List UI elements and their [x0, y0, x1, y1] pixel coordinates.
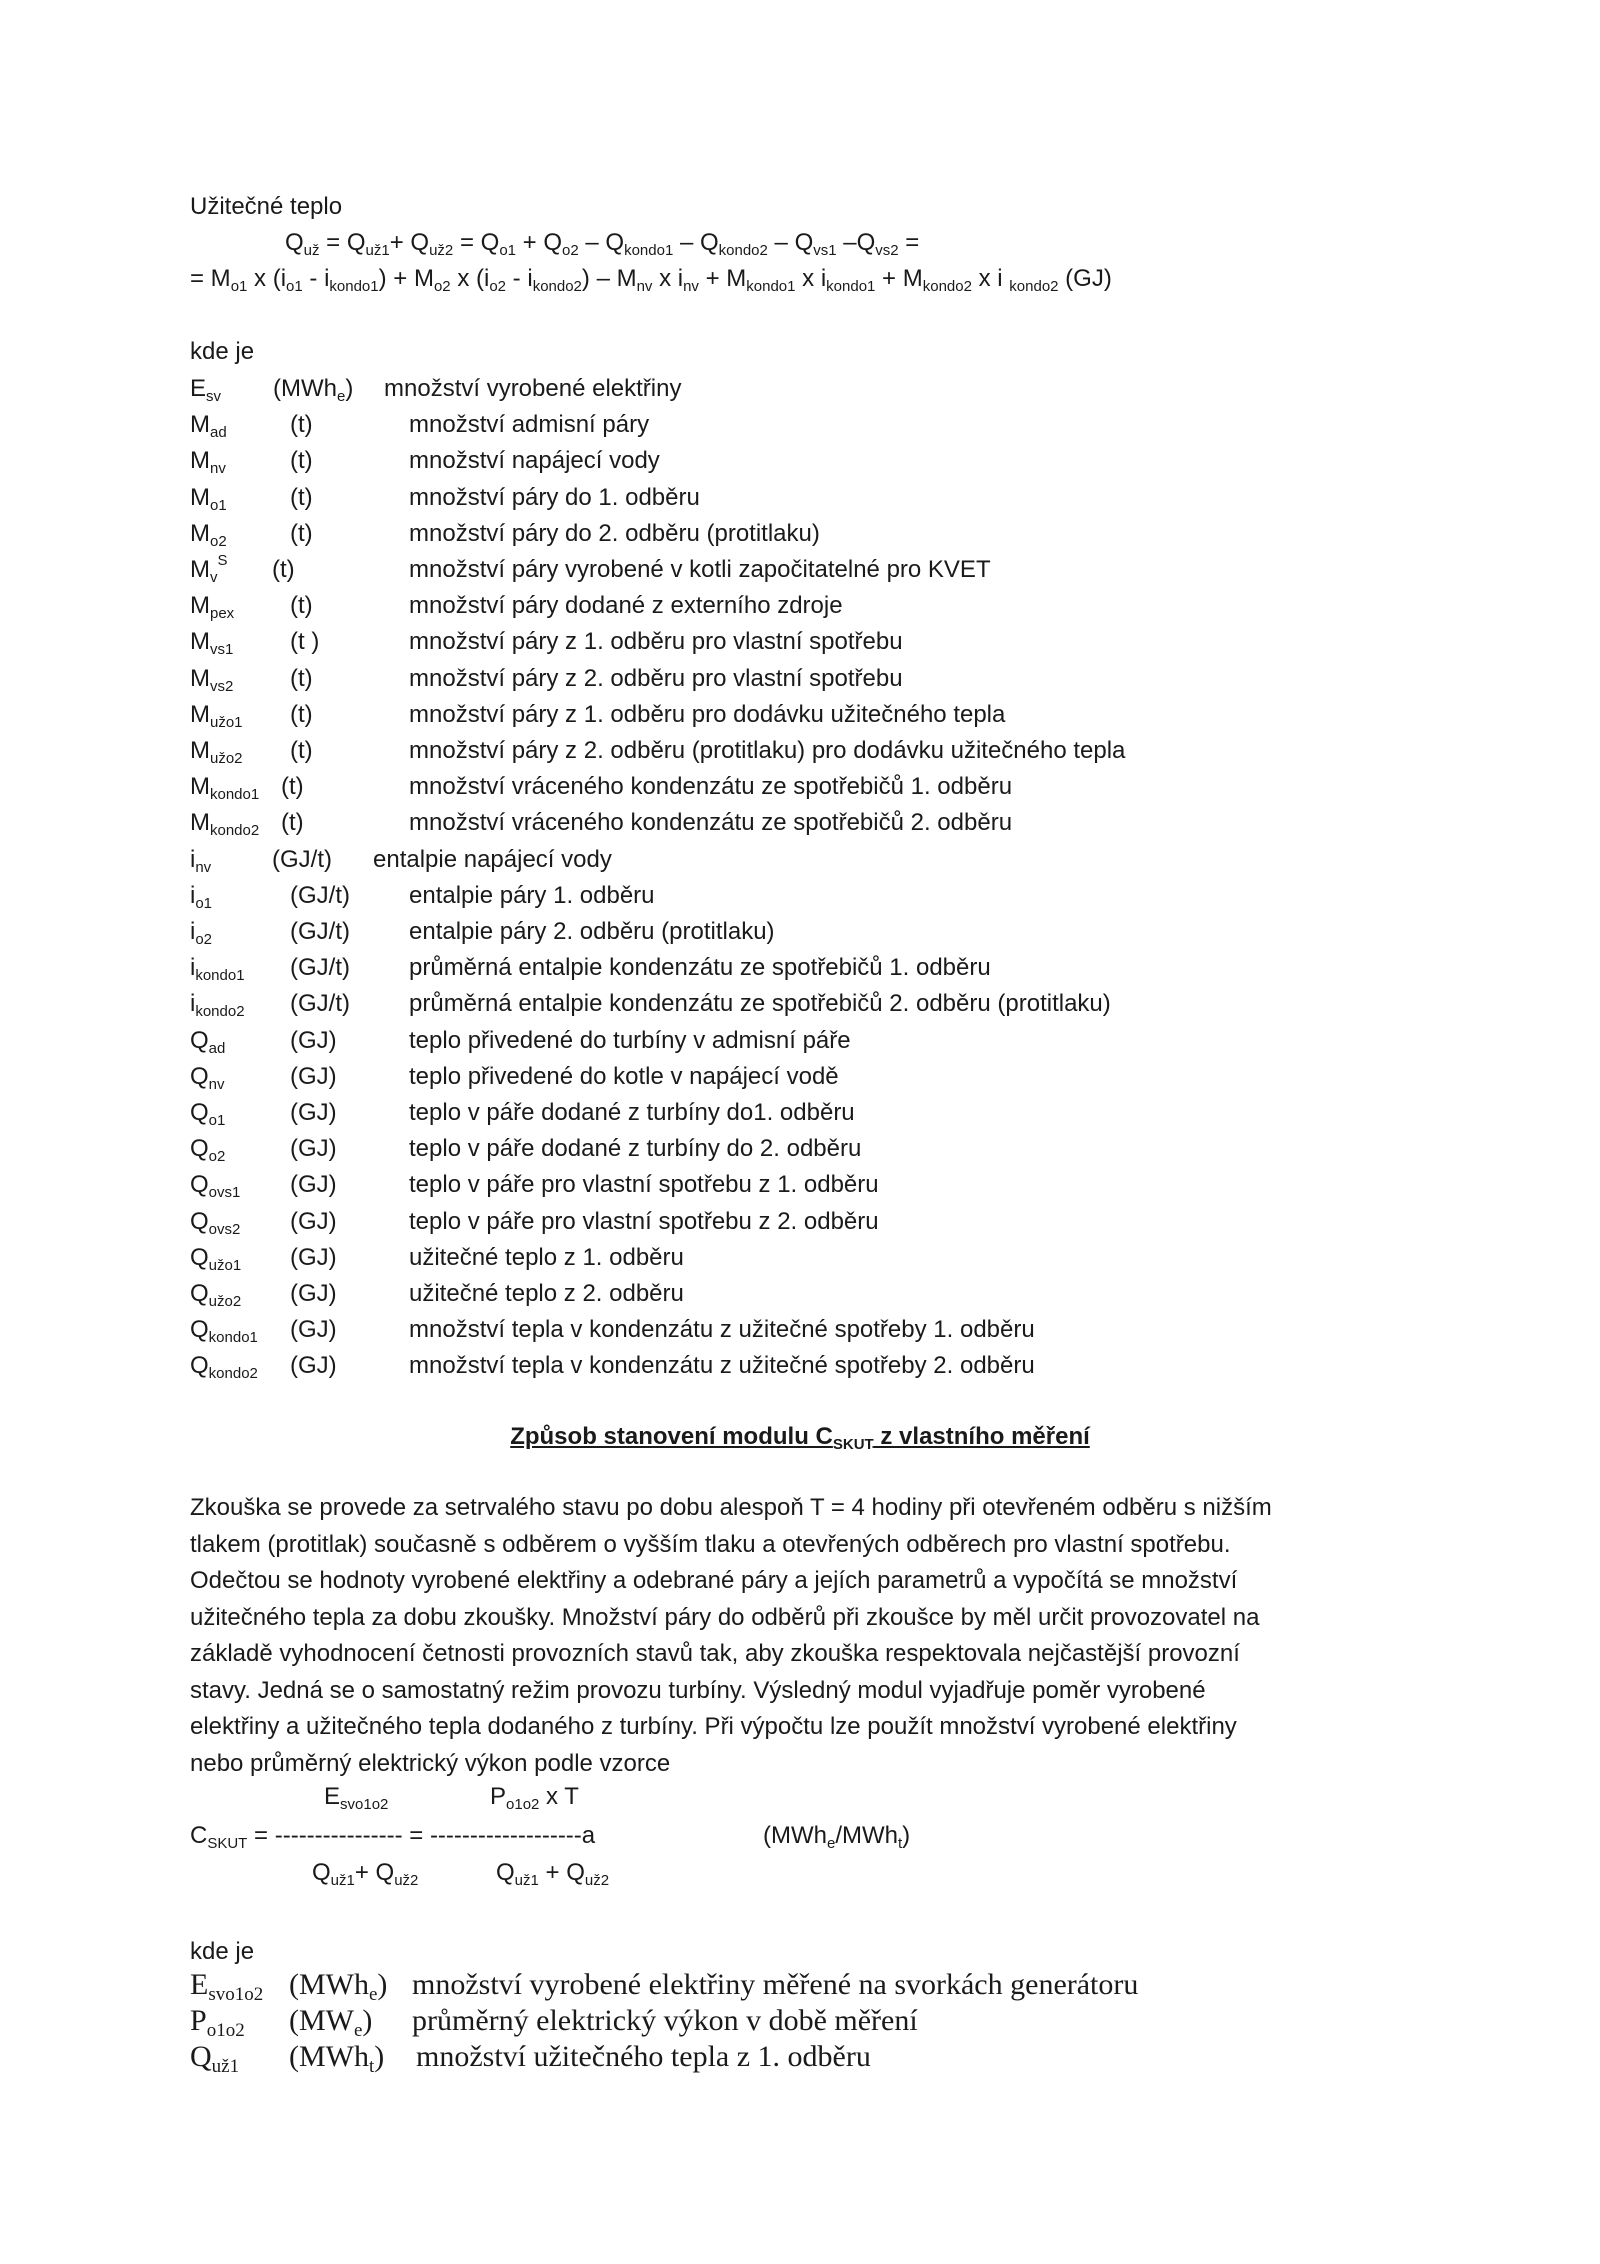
legend-description: užitečné teplo z 2. odběru: [409, 1280, 684, 1307]
cskut-formula-line: $C_{SKUT}$ = ---------------- = -------------------a: [190, 1822, 596, 1852]
paragraph-line: Odečtou se hodnoty vyrobené elektřiny a odebrané páry a jejích parametrů a vypočítá se množství: [190, 1567, 1238, 1594]
legend-symbol: $M_{kondo2}$: [190, 809, 260, 839]
legend-unit: (t): [290, 592, 313, 619]
legend2-unit: (MWh$_t$): [289, 2040, 385, 2077]
legend-unit: (t): [290, 447, 313, 474]
legend-symbol: $i_{kondo1}$: [190, 954, 245, 984]
legend-description: množství tepla v kondenzátu z užitečné spotřeby 2. odběru: [409, 1352, 1035, 1379]
legend-unit: (t): [290, 520, 313, 547]
legend-symbol: $Q_{ad}$: [190, 1027, 226, 1057]
legend-symbol: $M_{vs1}$: [190, 628, 234, 658]
method-paragraph: [190, 1490, 1420, 1782]
legend-description: teplo v páře dodané z turbíny do 2. odběru: [409, 1135, 862, 1162]
legend-description: množství páry z 1. odběru pro dodávku užitečného tepla: [409, 701, 1006, 728]
cskut-numerator-1: $E_{svo1o2}$: [324, 1783, 389, 1813]
legend-symbol: $M_v^S$: [190, 552, 228, 586]
legend-unit: (t): [290, 701, 313, 728]
legend2-description: průměrný elektrický výkon v době měření: [412, 2004, 918, 2037]
legend2-unit: $(MW_e)$: [289, 2004, 373, 2041]
legend-unit: (GJ): [290, 1027, 337, 1054]
legend-description: průměrná entalpie kondenzátu ze spotřebičů 1. odběru: [409, 954, 991, 981]
legend-symbol: $M_{pex}$: [190, 592, 235, 622]
legend-description: teplo v páře pro vlastní spotřebu z 2. odběru: [409, 1208, 879, 1235]
legend-description: množství páry dodané z externího zdroje: [409, 592, 843, 619]
paragraph-line: nebo průměrný elektrický výkon podle vzorce: [190, 1749, 671, 1777]
legend-description: teplo v páře dodané z turbíny do1. odběru: [409, 1099, 855, 1126]
legend-symbol: $i_{o1}$: [190, 882, 213, 912]
legend2-unit: (MWh$_e$): [289, 1968, 388, 2005]
legend-description: množství vyrobené elektřiny: [384, 375, 682, 402]
legend-unit: (GJ): [290, 1280, 337, 1307]
legend-symbol: $M_{kondo1}$: [190, 773, 260, 803]
legend-symbol: $E_{sv}$: [190, 375, 222, 405]
legend-unit: (GJ): [290, 1063, 337, 1090]
legend2-symbol: $P_{o1o2}$: [190, 2004, 245, 2041]
legend-description: množství napájecí vody: [409, 447, 660, 474]
formula-useful-heat: $Q_{už} = Q_{už1}+ Q_{už2} = Q_{o1} + Q_{o2} - Q_{kondo1} - Q_{kondo2} - Q_{vs1}$ $-Q_{vs2}$ =: [285, 229, 920, 259]
legend-symbol: $Q_{o2}$: [190, 1135, 226, 1165]
legend-symbol: $Q_{užo1}$: [190, 1244, 242, 1274]
legend-symbol: $M_{ad}$: [190, 411, 227, 441]
legend-unit: (t): [290, 737, 313, 764]
legend-unit: (t): [290, 411, 313, 438]
legend2-description: množství užitečného tepla z 1. odběru: [416, 2040, 871, 2073]
legend-unit: (GJ/t): [290, 954, 350, 981]
legend-symbol: $M_{o2}$: [190, 520, 227, 550]
legend-description: množství páry do 2. odběru (protitlaku): [409, 520, 820, 547]
legend-symbol: $Q_{kondo2}$: [190, 1352, 258, 1382]
legend-symbol: $M_{užo2}$: [190, 737, 243, 767]
legend-description: množství vráceného kondenzátu ze spotřebičů 1. odběru: [409, 773, 1013, 800]
legend-description: množství tepla v kondenzátu z užitečné spotřeby 1. odběru: [409, 1316, 1035, 1343]
legend-unit: (GJ/t): [272, 846, 332, 873]
legend-description: množství vráceného kondenzátu ze spotřebičů 2. odběru: [409, 809, 1013, 836]
paragraph-line: Zkouška se provede za setrvalého stavu po dobu alespoň T = 4 hodiny při otevřeném odběru s nižším: [190, 1494, 1272, 1521]
legend-symbol: $M_{o1}$: [190, 484, 227, 514]
section-title: Užitečné teplo: [190, 193, 343, 220]
legend-symbol: $i_{nv}$: [190, 846, 212, 876]
legend-description: množství páry z 2. odběru (protitlaku) pro dodávku užitečného tepla: [409, 737, 1126, 764]
cskut-denominator-2: $Q_{už1} + Q_{už2}$: [496, 1859, 610, 1889]
legend-unit: (t): [281, 809, 304, 836]
legend-description: teplo přivedené do kotle v napájecí vodě: [409, 1063, 839, 1090]
legend-unit: (GJ/t): [290, 882, 350, 909]
legend-description: množství admisní páry: [409, 411, 650, 438]
legend-unit: (GJ): [290, 1135, 337, 1162]
legend-symbol: $Q_{ovs1}$: [190, 1171, 241, 1201]
legend-unit: (GJ): [290, 1208, 337, 1235]
legend-unit: (GJ): [290, 1244, 337, 1271]
legend-unit: (GJ/t): [290, 918, 350, 945]
paragraph-line: stavy. Jedná se o samostatný režim provozu turbíny. Výsledný modul vyjadřuje poměr vyrobené: [190, 1676, 1206, 1704]
legend-description: užitečné teplo z 1. odběru: [409, 1244, 684, 1271]
paragraph-line: elektřiny a užitečného tepla dodaného z turbíny. Při výpočtu lze použít množství vyrobené elektřiny: [190, 1713, 1237, 1740]
legend-unit: (t ): [290, 628, 320, 655]
legend-description: množství páry z 2. odběru pro vlastní spotřebu: [409, 665, 903, 692]
legend-description: množství páry vyrobené v kotli započitatelné pro KVET: [409, 556, 991, 583]
legend-unit: (GJ): [290, 1099, 337, 1126]
legend-description: entalpie páry 2. odběru (protitlaku): [409, 918, 775, 945]
legend-description: teplo přivedené do turbíny v admisní páře: [409, 1027, 851, 1054]
legend2-symbol: $Q_{už1}$: [190, 2040, 240, 2077]
cskut-denominator-1: $Q_{už1}+ Q_{už2}$: [312, 1859, 419, 1889]
legend-symbol: $Q_{kondo1}$: [190, 1316, 258, 1346]
legend-description: množství páry z 1. odběru pro vlastní spotřebu: [409, 628, 903, 655]
legend-unit: (t): [272, 556, 295, 583]
paragraph-line: základě vyhodnocení četnosti provozních stavů tak, aby zkouška respektovala nejčastější provozní: [190, 1640, 1240, 1667]
legend-unit: (GJ/t): [290, 990, 350, 1017]
cskut-numerator-2: $P_{o1o2}$ x T: [490, 1783, 579, 1813]
legend-description: průměrná entalpie kondenzátu ze spotřebičů 2. odběru (protitlaku): [409, 990, 1111, 1017]
legend-unit: (t): [290, 665, 313, 692]
legend-unit: (t): [290, 484, 313, 511]
legend-symbol: $Q_{nv}$: [190, 1063, 225, 1093]
formula-expansion: = $M_{o1}$ x $(i_{o1} - i_{kondo1}) + M_{o2}$ x $(i_{o2} - i_{kondo2}) - M_{nv}$ x $i_{nv} + M_{kondo1}$ x $i_{kondo1} + M_{kondo2}$ x i $_{kondo2}$ (GJ): [190, 265, 1112, 295]
paragraph-line: užitečného tepla za dobu zkoušky. Množství páry do odběrů při zkoušce by měl určit provozovatel na: [190, 1603, 1260, 1631]
legend-description: množství páry do 1. odběru: [409, 484, 700, 511]
legend-description: teplo v páře pro vlastní spotřebu z 1. odběru: [409, 1171, 879, 1198]
legend-symbol: $M_{vs2}$: [190, 665, 234, 695]
legend2-description: množství vyrobené elektřiny měřené na svorkách generátoru: [412, 1968, 1139, 2001]
legend-unit: (MWh$_e$): [273, 375, 354, 405]
cskut-unit: (MWh$_e$/MWh$_t$): [763, 1822, 911, 1852]
legend-symbol: $Q_{ovs2}$: [190, 1208, 241, 1238]
legend-symbol: $M_{nv}$: [190, 447, 226, 477]
where-label-2: kde je: [190, 1938, 255, 1965]
legend-unit: (GJ): [290, 1352, 337, 1379]
legend-symbol: $Q_{o1}$: [190, 1099, 226, 1129]
legend2-symbol: $E_{svo1o2}$: [190, 1968, 264, 2005]
legend-symbol: $i_{o2}$: [190, 918, 213, 948]
legend-unit: (t): [281, 773, 304, 800]
legend-description: entalpie páry 1. odběru: [409, 882, 655, 909]
legend-unit: (GJ): [290, 1316, 337, 1343]
where-label: kde je: [190, 338, 255, 365]
legend-unit: (GJ): [290, 1171, 337, 1198]
legend-symbol: $Q_{užo2}$: [190, 1280, 242, 1310]
paragraph-line: tlakem (protitlak) současně s odběrem o vyšším tlaku a otevřených odběrech pro vlastní spotřebu.: [190, 1530, 1231, 1558]
legend-symbol: $M_{užo1}$: [190, 701, 243, 731]
legend-description: entalpie napájecí vody: [373, 846, 612, 873]
section-heading: Způsob stanovení modulu $C_{SKUT}$ z vlastního měření: [510, 1423, 1090, 1453]
legend-symbol: $i_{kondo2}$: [190, 990, 245, 1020]
